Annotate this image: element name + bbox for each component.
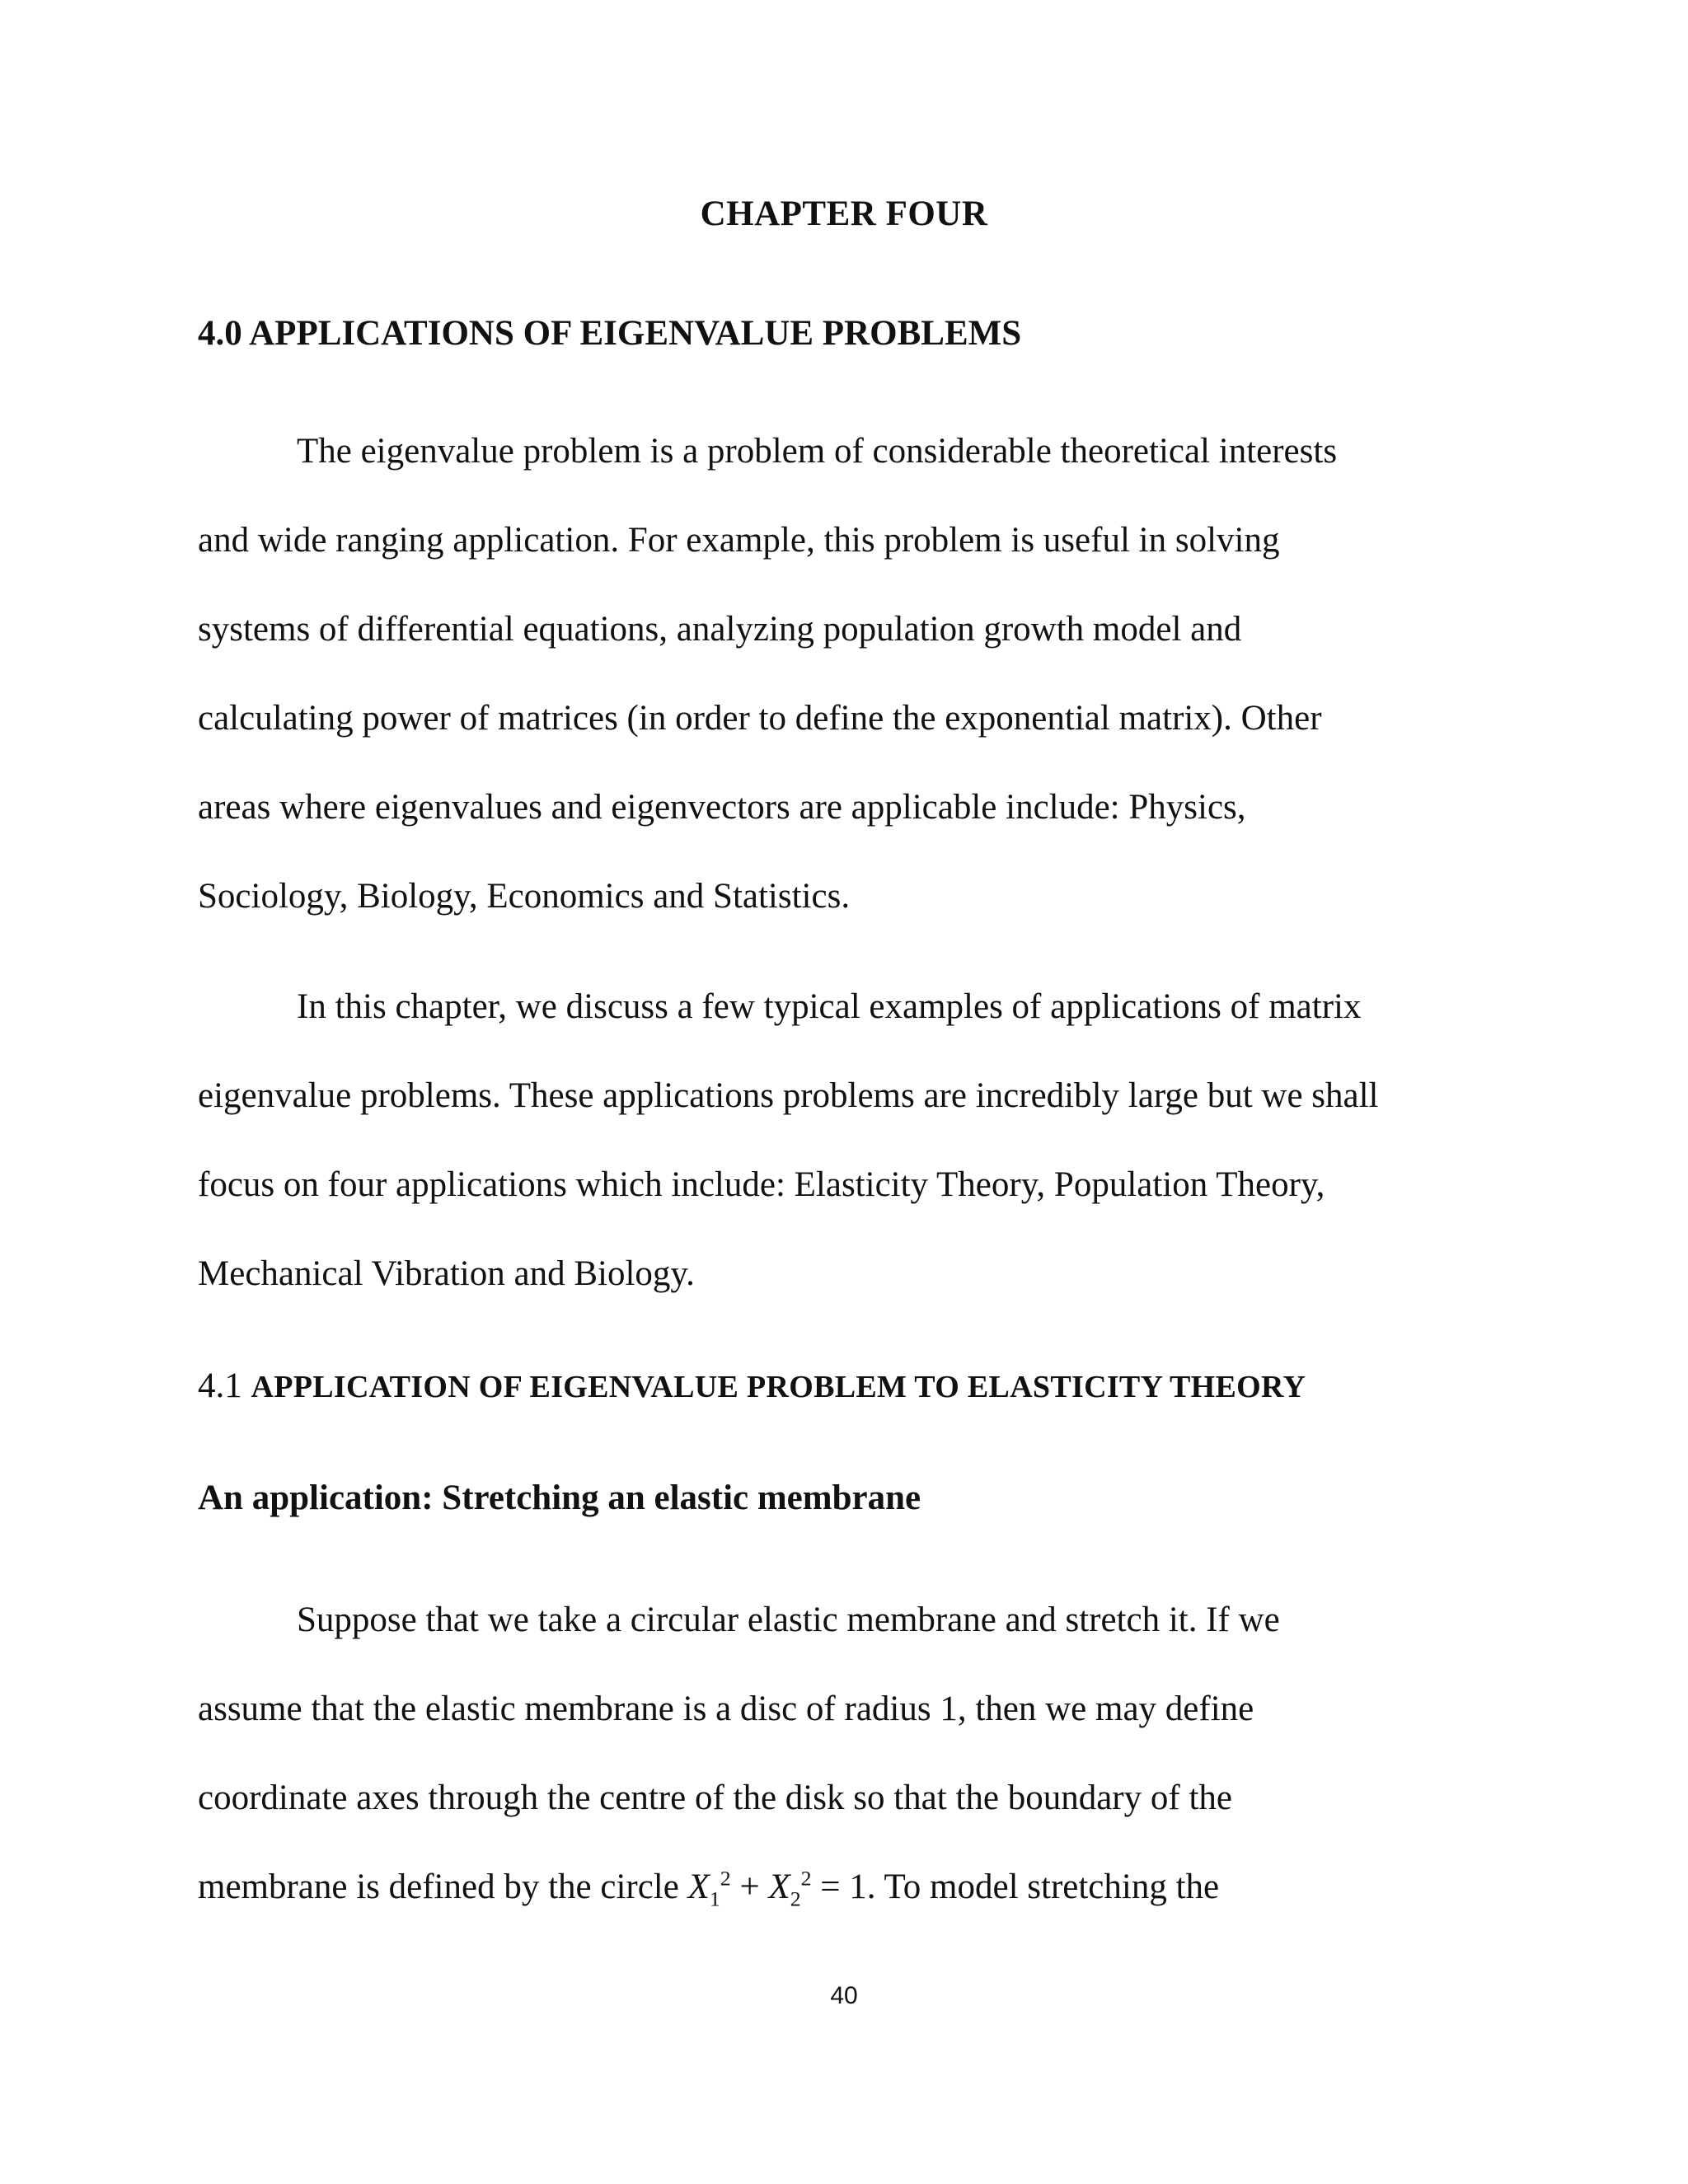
section-heading: 4.0 APPLICATIONS OF EIGENVALUE PROBLEMS [198,314,1022,353]
page-number: 40 [830,1982,858,2009]
subsection-title: APPLICATION OF EIGENVALUE PROBLEM TO ELASTICITY THEORY [251,1370,1306,1404]
application-heading: An application: Stretching an elastic membrane [198,1479,921,1517]
paragraph-line: The eigenvalue problem is a problem of considerable theoretical interests [297,432,1338,471]
equation-trail-text: = 1. To model stretching the [811,1868,1220,1906]
paragraph-line: areas where eigenvalues and eigenvectors are applicable include: Physics, [198,788,1246,827]
equation-lead-text: membrane is defined by the circle [198,1868,688,1906]
superscript-2: 2 [720,1866,731,1891]
chapter-title: CHAPTER FOUR [700,194,988,233]
subscript-2: 2 [790,1886,801,1911]
paragraph-intro [198,407,1500,941]
paragraph-line: Sociology, Biology, Economics and Statistics. [198,877,851,916]
subsection-heading [198,1366,1306,1406]
paragraph-line: calculating power of matrices (in order to define the exponential matrix). Other [198,699,1322,738]
paragraph-line: coordinate axes through the centre of the disk so that the boundary of the [198,1779,1232,1817]
paragraph-line-equation [198,1843,1500,1932]
paragraph-line: focus on four applications which include: Elasticity Theory, Population Theory, [198,1165,1325,1204]
paragraph-line: In this chapter, we discuss a few typical examples of applications of matrix [297,987,1362,1026]
subsection-number: 4.1 [198,1366,251,1405]
variable-x1: X [687,1868,710,1906]
paragraph-membrane [198,1576,1500,1932]
subscript-1: 1 [709,1886,720,1911]
paragraph-chapter-scope [198,963,1500,1319]
superscript-2: 2 [800,1866,812,1891]
plus-sign: + [730,1868,769,1906]
paragraph-line: eigenvalue problems. These applications problems are incredibly large but we shall [198,1076,1379,1115]
paragraph-line: and wide ranging application. For example, this problem is useful in solving [198,521,1280,560]
paragraph-line: assume that the elastic membrane is a disc of radius 1, then we may define [198,1690,1254,1728]
paragraph-line: Mechanical Vibration and Biology. [198,1254,695,1293]
paragraph-line: Suppose that we take a circular elastic membrane and stretch it. If we [297,1601,1280,1639]
paragraph-line: systems of differential equations, analyzing population growth model and [198,610,1242,649]
variable-x2: X [768,1868,790,1906]
